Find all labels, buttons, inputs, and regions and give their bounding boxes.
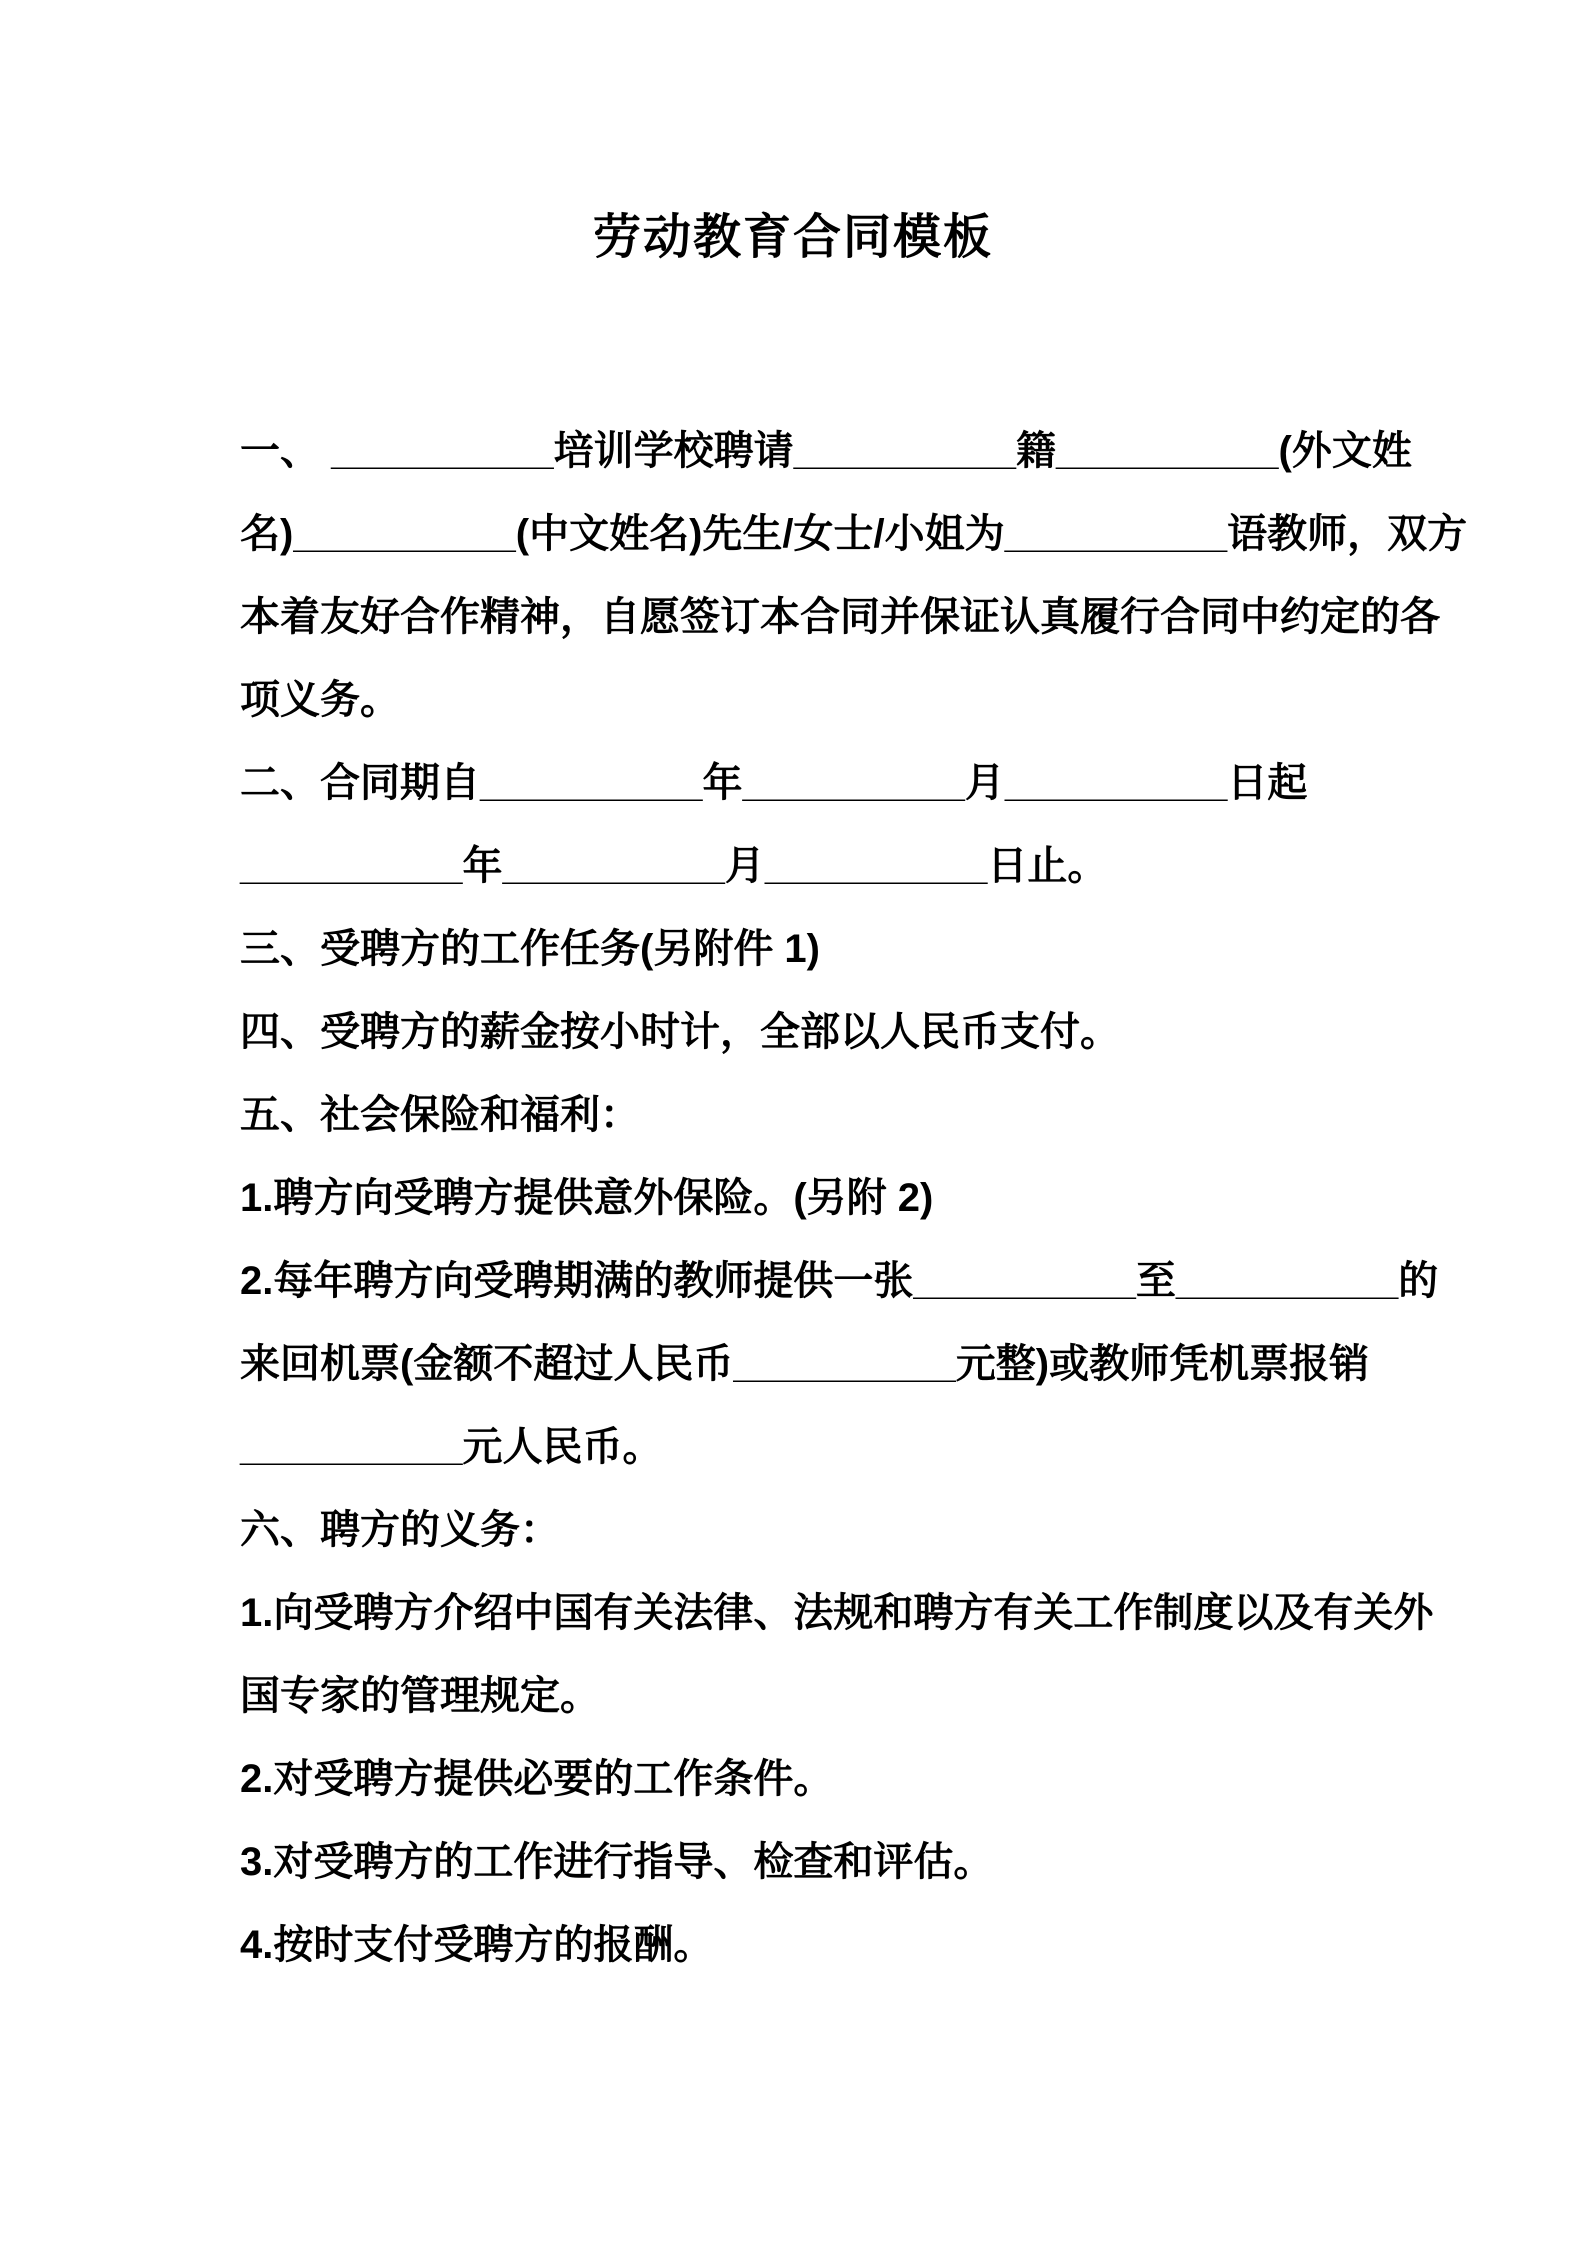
document-line: 1.聘方向受聘方提供意外保险。(另附 2) (240, 1176, 934, 1220)
document-line: 1.向受聘方介绍中国有关法律、法规和聘方有关工作制度以及有关外 (240, 1591, 1434, 1635)
document-line: 4.按时支付受聘方的报酬。 (240, 1923, 714, 1967)
document-line: 国专家的管理规定。 (240, 1674, 600, 1718)
document-line: 2.每年聘方向受聘期满的教师提供一张__________至__________的 (240, 1259, 1439, 1303)
document-title: 劳动教育合同模板 (592, 211, 993, 264)
document-line: 二、合同期自__________年__________月__________日起 (240, 761, 1308, 805)
document-body (240, 410, 1468, 1987)
document-line: 三、受聘方的工作任务(另附件 1) (240, 927, 820, 971)
document-line: 名)__________(中文姓名)先生/女士/小姐为__________语教师，双方 (240, 512, 1468, 556)
document-line: 2.对受聘方提供必要的工作条件。 (240, 1757, 834, 1801)
document-line: __________元人民币。 (240, 1425, 663, 1469)
document-line: 五、社会保险和福利： (240, 1093, 640, 1137)
document-line: __________年__________月__________日止。 (240, 844, 1108, 888)
document-line: 本着友好合作精神，自愿签订本合同并保证认真履行合同中约定的各 (240, 595, 1440, 639)
document-line: 项义务。 (240, 678, 400, 722)
document-line: 3.对受聘方的工作进行指导、检查和评估。 (240, 1840, 994, 1884)
document-line: 一、 __________培训学校聘请__________籍__________(外文姓 (240, 429, 1412, 473)
document-line: 来回机票(金额不超过人民币__________元整)或教师凭机票报销 (240, 1342, 1370, 1386)
document-line: 六、聘方的义务： (240, 1508, 560, 1552)
document-line: 四、受聘方的薪金按小时计，全部以人民币支付。 (240, 1010, 1120, 1054)
